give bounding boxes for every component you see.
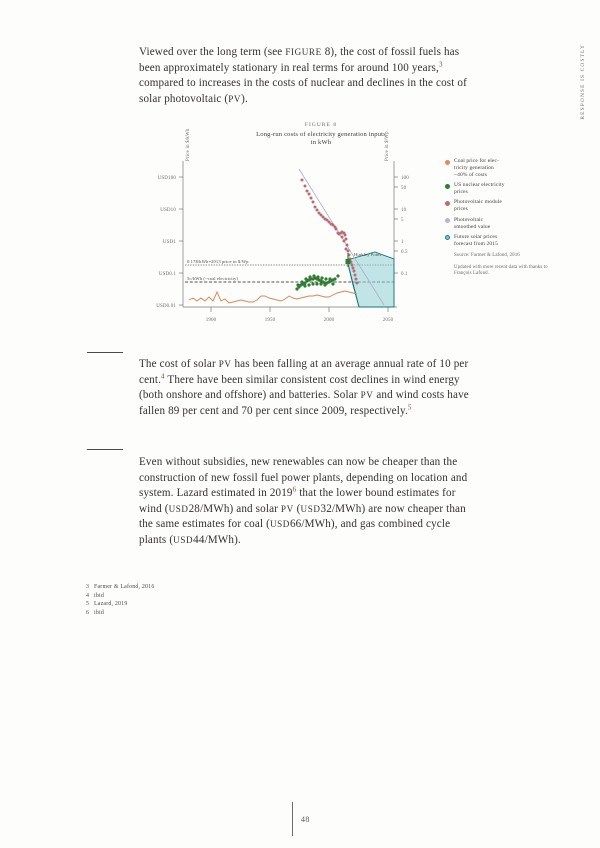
chart-note: Updated with more recent data with thanks to François Lafond. [454,264,548,277]
footnote-4-text: ibid [94,592,104,599]
running-head: RESPONSE IS COSTLY [580,44,586,120]
footnote-3-text: Farmer & Lafond, 2016 [94,584,155,590]
footnote-3 [86,583,346,592]
footnotes-block [86,583,346,617]
legend-pvmod-l2: prices [454,206,468,213]
page-number: 48 [301,814,310,824]
svg-text:5: 5 [401,218,404,223]
footnote-5-num: 5 [86,601,90,608]
svg-text:USD0.1: USD0.1 [158,272,176,277]
svg-text:50: 50 [401,186,407,191]
legend-coal-l3: ~40% of costs [454,172,487,178]
para1-seg1: Viewed over the long term (see [139,46,286,58]
legend-dot-pv-smoothed-icon [445,218,450,223]
para1-smallcaps-pv: PV [228,93,242,104]
series-us-nuclear-electricity-prices [295,274,339,290]
para3-smallcaps-pv: PV [280,503,294,514]
page-footer [292,802,310,836]
svg-text:10: 10 [401,208,407,213]
section-rule-1 [87,352,123,353]
para1-smallcaps-figure: FIGURE [285,47,322,57]
legend-pvsm-l1: Photovoltaic [454,216,484,223]
y-axis-right-ticks [394,176,409,277]
para1-seg4: ). [241,92,248,105]
x-axis-ticks [206,307,394,323]
figure-8 [139,122,559,337]
footnote-6-text: ibid [94,609,104,616]
figure-title-line2: in kWh [310,139,332,147]
footnote-3-num: 3 [86,584,90,590]
y-axis-right-title: Price in $/Wp [385,131,390,161]
footnote-ref-5: 5 [407,403,412,412]
legend-label-pv-module [454,199,502,213]
para2-smallcaps-pv2: PV [360,390,374,401]
para3-seg3: 28/MWh) and solar [188,502,281,515]
figure-title [161,131,481,147]
paragraph-renewables [139,455,472,549]
chart-legend [445,158,557,277]
footnote-ref-6: 6 [292,485,297,494]
para2-seg3: There have been similar consistent cost declines in wind energy (both onshore and offshore) and batteries. Solar [139,373,460,402]
figure-label: FIGURE 8 [304,122,338,128]
legend-item-coal [445,158,557,179]
para3-seg1: Even without subsidies, new renewables can now be cheaper than the construction of new fossil fuel power plants, depending on location and system. Lazard estimated in 2019 [139,456,468,500]
para1-seg3: compared to increases in the costs of nuclear and declines in the cost of solar photovoltaic ( [139,77,467,105]
legend-future-l2: forecast from 2015 [454,240,499,247]
para3-smallcaps-usd1: USD [168,503,189,514]
legend-dot-nuclear-icon [445,184,450,189]
legend-nuclear-l1: US nuclear electricity [454,182,505,189]
paragraph-intro [139,45,469,107]
para3-seg2: that the lower bound estimates for wind ( [139,487,456,515]
svg-text:100: 100 [401,176,409,181]
para2-seg1: The cost of solar [139,358,219,370]
svg-text:USD10: USD10 [160,208,176,213]
legend-coal-l2: tricity generation [454,165,494,171]
series-future-solar-forecast [347,252,394,307]
para3-seg5: 32/MWh) are now cheaper than the same estimates for coal ( [139,502,466,531]
legend-pvmod-l1: Photovoltaic module [454,199,502,206]
legend-future-l1: Future solar prices [454,233,498,240]
paragraph-intro-container [139,45,469,107]
footnote-5 [86,600,346,609]
footnote-ref-4: 4 [161,371,165,380]
paragraph-solar-pv [139,357,472,419]
svg-text:0.1: 0.1 [401,272,408,277]
legend-label-pv-smoothed [454,217,490,231]
legend-item-pv-smoothed [445,217,557,231]
footnote-6-num: 6 [86,609,90,616]
annotation-label-017: 0.17$/kWh=2013 price in $/Wp [187,259,249,264]
legend-item-future-solar [445,234,557,248]
svg-text:0.5: 0.5 [401,250,408,255]
para3-seg7: 44/MWh). [193,533,241,546]
legend-pvsm-l2: smoothed value [454,223,491,230]
svg-text:USD1: USD1 [162,240,176,245]
annotation-label-5c: 5c/kWh (~coal electricity) [187,276,238,281]
legend-item-nuclear [445,182,557,196]
svg-text:2050: 2050 [382,318,394,323]
svg-text:USD100: USD100 [157,176,176,181]
y-axis-left-title: Price in $/kWh [186,128,191,161]
legend-item-pv-module [445,199,557,213]
legend-nuclear-l2: prices [454,189,468,196]
para2-seg2: has been falling at an average annual rate of 10 per cent. [139,358,469,386]
footnote-5-text: Lazard, 2019 [94,601,128,608]
svg-text:USD0.01: USD0.01 [156,304,176,309]
y-axis-left-ticks [156,176,183,309]
para3-smallcaps-usd3: USD [269,519,290,530]
legend-coal-l1: Coal price for elec- [454,158,500,164]
series-coal-price [189,291,357,303]
para2-smallcaps-pv1: PV [218,359,232,369]
legend-dot-future-solar-icon [445,235,450,240]
footnote-6 [86,609,346,618]
footnote-4-num: 4 [86,592,90,599]
section-rule-2 [87,449,123,450]
footnote-4 [86,592,346,601]
legend-label-nuclear [454,182,505,196]
svg-text:2000: 2000 [323,318,335,323]
para3-seg4: ( [293,502,301,515]
svg-text:1900: 1900 [205,318,217,323]
legend-dot-pv-module-icon [445,201,450,206]
chart-source: Source: Farmer & Lafond, 2016 [454,252,520,258]
para1-seg2: 8), the cost of fossil fuels has been approximately stationary in real terms for around 100 years, [139,46,460,74]
footnote-ref-3: 3 [438,59,443,68]
legend-label-future-solar [454,234,498,248]
svg-text:1: 1 [401,240,404,245]
paragraph-solar-pv-container [139,357,472,419]
page-number-rule [292,802,293,836]
legend-label-coal [454,158,499,179]
figure-title-line1: Long-run costs of electricity generation inputs [256,131,386,138]
paragraph-renewables-container [139,455,472,549]
svg-text:1950: 1950 [264,318,276,323]
annotation-label-hinkley: Hinkley Point [354,252,381,257]
legend-dot-coal-icon [445,160,450,165]
para3-smallcaps-usd4: USD [173,534,194,545]
para2-seg4: and wind costs have fallen 89 per cent and 70 per cent since 2009, respectively. [139,389,469,417]
para3-smallcaps-usd2: USD [300,503,321,514]
para3-seg6: 66/MWh), and gas combined cycle plants ( [139,518,451,546]
